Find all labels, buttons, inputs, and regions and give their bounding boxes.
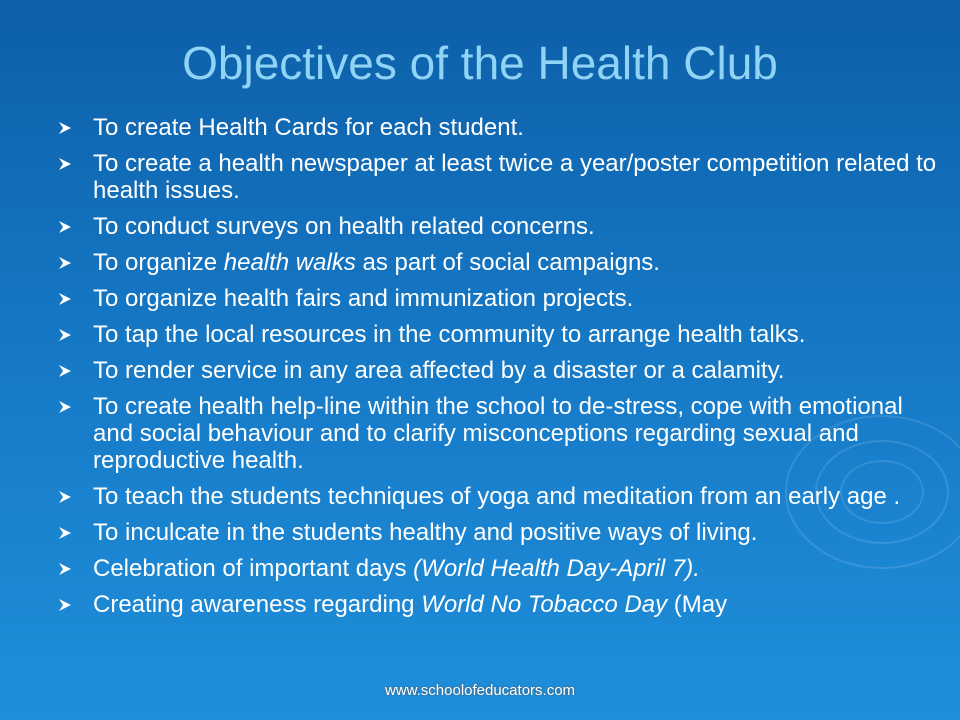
arrow-bullet-icon bbox=[58, 256, 72, 270]
arrow-bullet-icon bbox=[58, 328, 72, 342]
objective-bullet bbox=[58, 249, 938, 276]
arrow-bullet-icon bbox=[58, 598, 72, 612]
slide-title: Objectives of the Health Club bbox=[182, 37, 778, 89]
footer-url: www.schoolofeducators.com bbox=[384, 682, 576, 699]
arrow-bullet-icon bbox=[58, 400, 72, 414]
objective-bullet bbox=[58, 285, 938, 312]
bullet-text: To conduct surveys on health related concerns. bbox=[93, 213, 595, 240]
objective-bullet bbox=[58, 321, 938, 348]
emphasis-text: health walks bbox=[223, 249, 356, 276]
arrow-bullet-icon bbox=[58, 157, 72, 171]
arrow-bullet-icon bbox=[58, 220, 72, 234]
arrow-bullet-icon bbox=[58, 292, 72, 306]
bullet-text: To teach the students techniques of yoga and meditation from an early age . bbox=[93, 483, 901, 510]
objective-bullet bbox=[58, 555, 938, 582]
bullet-text: Creating awareness regarding bbox=[93, 591, 422, 618]
objective-bullet bbox=[58, 483, 938, 510]
objective-bullet bbox=[58, 357, 938, 384]
arrow-bullet-icon bbox=[58, 562, 72, 576]
bullet-text: To tap the local resources in the community to arrange health talks. bbox=[93, 321, 806, 348]
objective-bullet bbox=[58, 213, 938, 240]
objective-bullet bbox=[58, 150, 938, 204]
objective-bullet bbox=[58, 519, 938, 546]
bullet-text: To create Health Cards for each student. bbox=[93, 114, 524, 141]
bullet-text: To organize health fairs and immunization projects. bbox=[93, 285, 634, 312]
arrow-bullet-icon bbox=[58, 490, 72, 504]
objectives-list bbox=[58, 114, 938, 627]
bullet-text: To render service in any area affected by a disaster or a calamity. bbox=[93, 357, 785, 384]
arrow-bullet-icon bbox=[58, 526, 72, 540]
bullet-text: as part of social campaigns. bbox=[355, 249, 660, 276]
bullet-text: (May bbox=[667, 591, 728, 618]
bullet-text: To create health help-line within the school to de-stress, cope with emotional and social behaviour and to clarify misconceptions regarding sexual and reproductive health. bbox=[93, 393, 903, 474]
bullet-text: To inculcate in the students healthy and positive ways of living. bbox=[93, 519, 758, 546]
objective-bullet bbox=[58, 114, 938, 141]
bullet-text: To create a health newspaper at least twice a year/poster competition related to health issues. bbox=[93, 150, 937, 204]
emphasis-text: (World Health Day-April 7). bbox=[413, 555, 700, 582]
objective-bullet bbox=[58, 393, 938, 474]
bullet-text: Celebration of important days bbox=[93, 555, 414, 582]
emphasis-text: World No Tobacco Day bbox=[421, 591, 668, 618]
arrow-bullet-icon bbox=[58, 364, 72, 378]
objective-bullet bbox=[58, 591, 938, 618]
bullet-text: To organize bbox=[93, 249, 224, 276]
arrow-bullet-icon bbox=[58, 121, 72, 135]
